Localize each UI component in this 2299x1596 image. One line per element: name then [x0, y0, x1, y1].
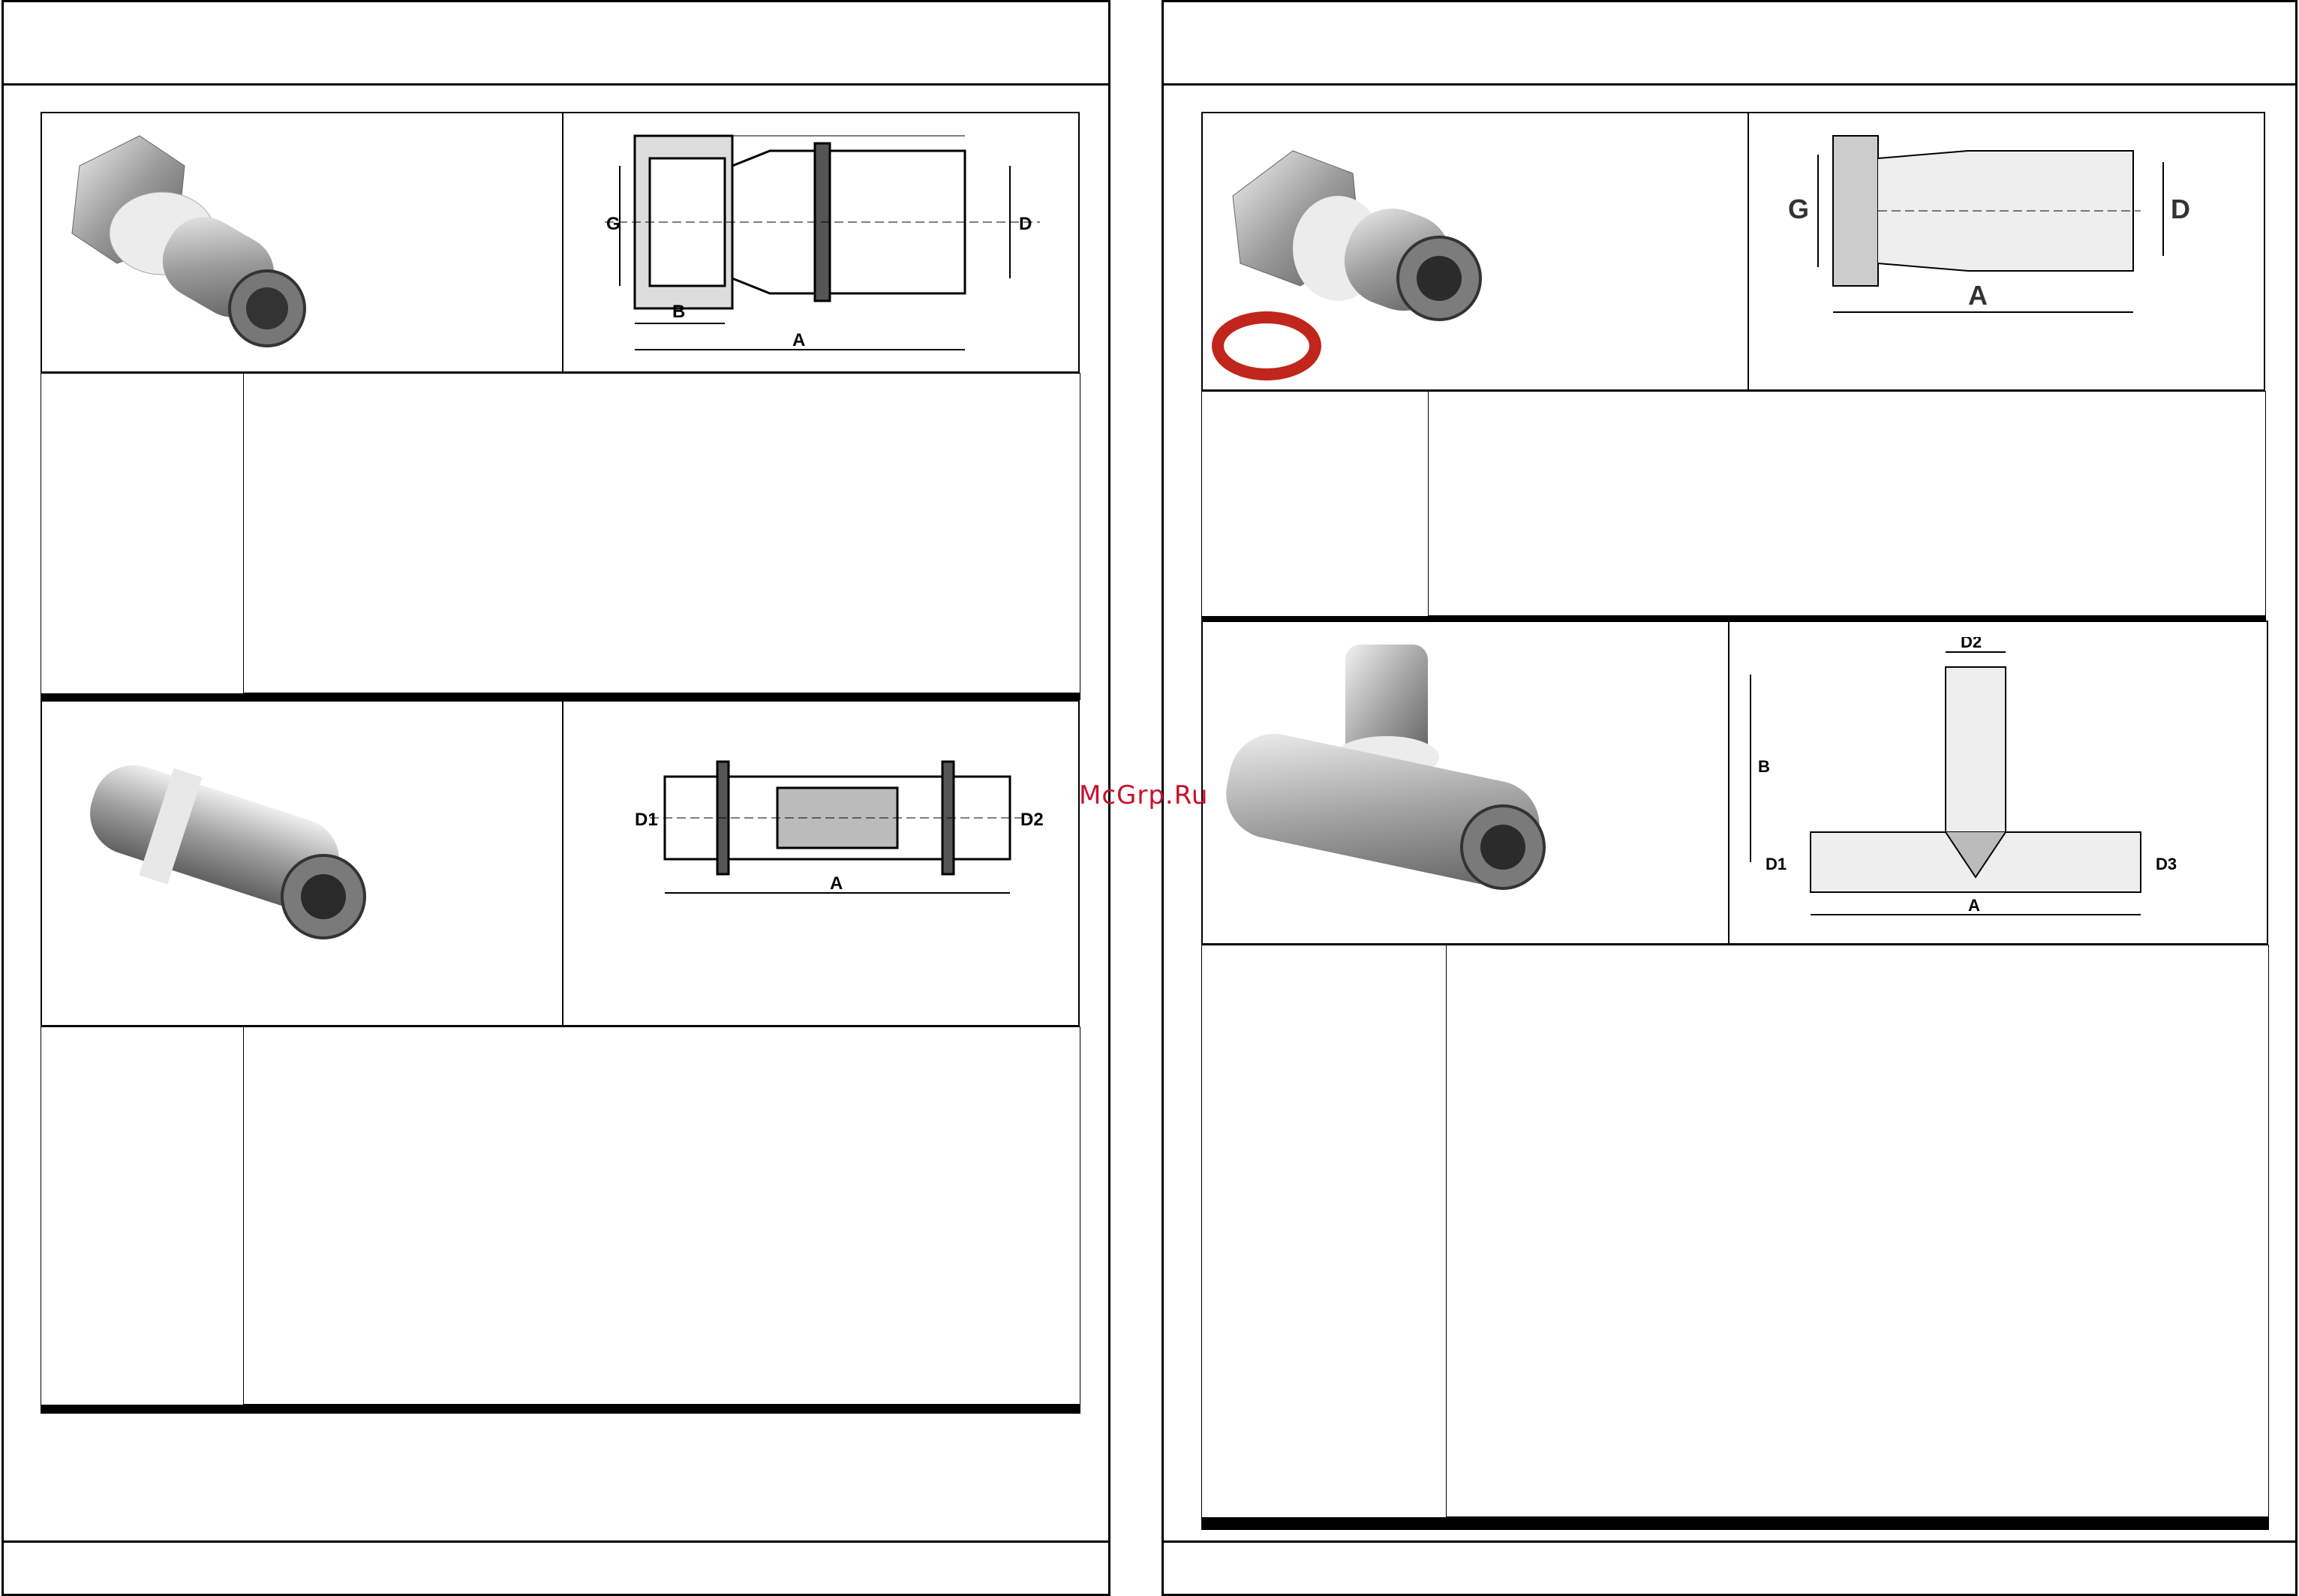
table-cell	[244, 374, 1080, 693]
union-nut-adapter-photo	[1210, 121, 1510, 383]
table-header-row	[41, 1027, 1080, 1405]
technical-drawing-1	[575, 121, 1070, 368]
dim-label-a: A	[792, 330, 806, 350]
table-cell	[825, 1413, 1080, 1414]
table-cell	[1202, 392, 1429, 617]
header-rule	[1164, 83, 2295, 86]
technical-drawing-2	[582, 747, 1062, 972]
dim-label-d2: D2	[1961, 637, 1982, 651]
table-cell	[1429, 392, 2266, 616]
table-cell	[1874, 1529, 2002, 1530]
footer-rule	[4, 1540, 1108, 1543]
spec-table-2	[41, 1026, 1080, 1414]
table-header-row	[1202, 945, 2269, 1517]
header-rule	[4, 83, 1108, 86]
tee-fitting-photo	[1218, 630, 1578, 915]
dim-label-d: D	[2171, 194, 2190, 224]
female-thread-adapter-photo	[50, 121, 320, 361]
dim-label-a: A	[830, 873, 843, 894]
product-panel-4	[1201, 621, 2268, 945]
table-cell	[2131, 1529, 2269, 1530]
technical-drawing-3	[1758, 121, 2268, 383]
dim-label-a: A	[1968, 896, 1980, 915]
dim-label-g: G	[1788, 194, 1810, 224]
table-cell	[440, 1413, 633, 1414]
table-row	[41, 1413, 1080, 1414]
table-row	[1202, 1529, 2269, 1530]
table-cell	[2002, 1529, 2131, 1530]
straight-coupling-photo	[72, 762, 372, 957]
dim-label-b: B	[672, 302, 686, 322]
dim-label-d1: D1	[635, 810, 658, 830]
table-cell	[1202, 1529, 1447, 1530]
footer-rule	[1164, 1540, 2295, 1543]
spec-table-3	[1201, 391, 2266, 621]
dim-label-d: D	[1019, 214, 1032, 234]
dim-label-g: G	[606, 214, 621, 234]
table-cell	[41, 374, 244, 694]
table-header-row	[41, 374, 1080, 693]
left-page	[2, 0, 1110, 1596]
spec-table-4	[1201, 945, 2269, 1530]
table-cell	[244, 1027, 1080, 1405]
table-cell	[633, 1413, 825, 1414]
table-cell	[244, 1413, 440, 1414]
dim-label-d2: D2	[1020, 810, 1044, 830]
table-cell	[1609, 1529, 1747, 1530]
table-cell	[1202, 945, 1447, 1518]
dim-label-d3: D3	[2156, 855, 2177, 873]
technical-drawing-4	[1736, 637, 2261, 937]
table-cell	[1447, 945, 2269, 1517]
table-header-row	[1202, 392, 2266, 616]
spec-table-1	[41, 373, 1080, 700]
table-cell	[41, 1027, 244, 1405]
product-panel-2	[41, 700, 1080, 1026]
right-page	[1162, 0, 2297, 1596]
dim-label-a: A	[1968, 280, 1988, 311]
table-cell	[1447, 1529, 1609, 1530]
dim-label-b: B	[1758, 757, 1770, 776]
dim-label-d1: D1	[1766, 855, 1787, 873]
table-cell	[1747, 1529, 1874, 1530]
table-cell	[41, 1413, 244, 1414]
product-panel-3	[1201, 112, 2265, 391]
watermark: McGrp.Ru	[1079, 780, 1209, 810]
product-panel-1	[41, 112, 1080, 373]
